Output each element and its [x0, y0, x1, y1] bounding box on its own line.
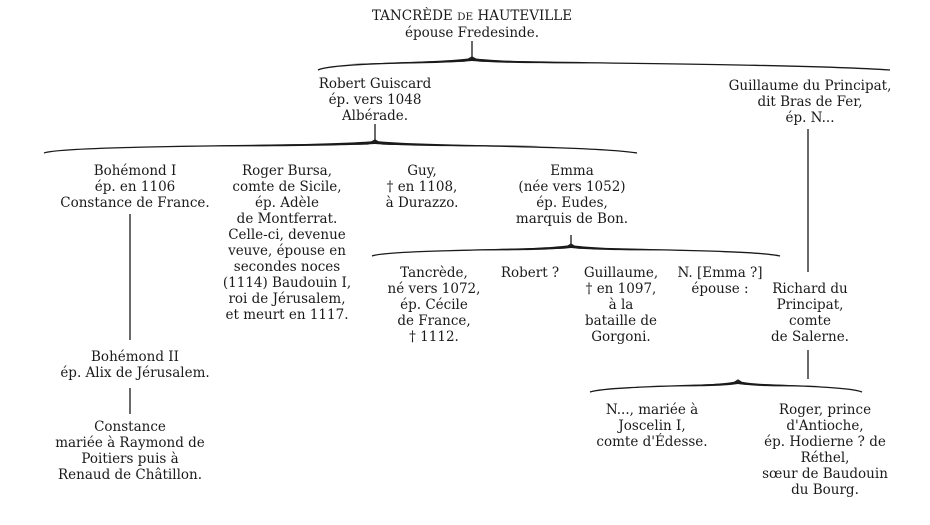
- node-roger-bursa: Roger Bursa, comte de Sicile, ép. Adèle de Montferrat. Celle-ci, devenue veuve, épouse en secondes noces (1114) Baudouin I, roi de Jérusalem, et meurt en 1117.: [222, 163, 352, 323]
- node-bohemond-2: Bohémond II ép. Alix de Jérusalem.: [60, 349, 210, 381]
- node-robert-guiscard: Robert Guiscard ép. vers 1048 Albérade.: [318, 76, 432, 124]
- node-guillaume-du-principat: Guillaume du Principat, dit Bras de Fer, ép. N...: [728, 78, 892, 126]
- root-node: [340, 8, 604, 41]
- richard-brace: [590, 380, 862, 392]
- node-robert-question: Robert ?: [500, 265, 560, 281]
- node-n-emma: N. [Emma ?] épouse :: [677, 265, 763, 297]
- node-constance: Constance mariée à Raymond de Poitiers puis à Renaud de Châtillon.: [55, 419, 205, 483]
- robert-brace: [44, 140, 637, 153]
- node-tancrede: Tancrède, né vers 1072, ép. Cécile de France, † 1112.: [387, 265, 481, 345]
- node-emma: Emma (née vers 1052) ép. Eudes, marquis de Bon.: [515, 163, 629, 227]
- node-roger-prince-antioche: Roger, prince d'Antioche, ép. Hodierne ? de Réthel, sœur de Baudouin du Bourg.: [762, 402, 888, 498]
- node-n-mariee-joscelin: N..., mariée à Joscelin I, comte d'Édesse.: [596, 402, 708, 450]
- node-guillaume-emma: Guillaume, † en 1097, à la bataille de Gorgoni.: [583, 265, 659, 345]
- node-bohemond-1: Bohémond I ép. en 1106 Constance de France.: [60, 163, 210, 211]
- node-richard-du-principat: Richard du Principat, comte de Salerne.: [771, 281, 849, 345]
- node-guy: Guy, † en 1108, à Durazzo.: [385, 163, 459, 211]
- root-title: TANCRÈDE DE HAUTEVILLE: [371, 8, 573, 24]
- root-spouse: épouse Fredesinde.: [405, 25, 539, 41]
